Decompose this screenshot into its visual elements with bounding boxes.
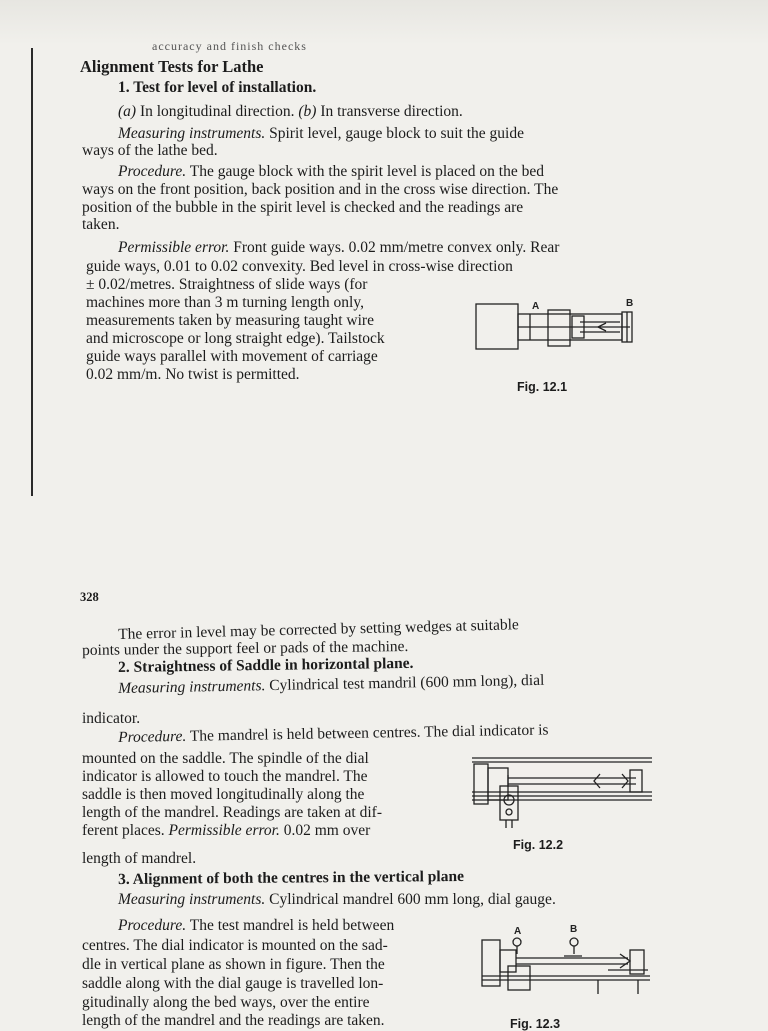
fig-12-3-label-a: A [514, 926, 522, 937]
mi-label: Measuring instruments. [118, 891, 266, 908]
fig-12-1-caption: Fig. 12.1 [517, 380, 568, 394]
proc-label: Procedure. [118, 163, 187, 180]
fig-12-2-saddle-drawing [466, 748, 656, 834]
test1-pe-line8: 0.02 mm/m. No twist is permitted. [86, 366, 300, 383]
top-cut-text: accuracy and finish checks [152, 39, 307, 53]
test2-proc [118, 721, 549, 746]
test1-proc-line3: position of the bubble in the spirit level is checked and the readings are [82, 199, 524, 216]
test1-pe-line2: guide ways, 0.01 to 0.02 convexity. Bed level in cross-wise direction [86, 258, 513, 275]
test3-mi [118, 891, 556, 909]
proc-text: ferent places. [82, 822, 169, 839]
test1-pe-line6: and microscope or long straight edge). Tailstock [86, 330, 385, 347]
dir-b-text: In transverse direction. [316, 103, 463, 120]
pe-label: Permissible error. [118, 239, 230, 256]
test2-proc-line4: saddle is then moved longitudinally along the [82, 786, 365, 803]
section-title: Alignment Tests for Lathe [80, 57, 264, 76]
test3-proc-line5: gitudinally along the bed ways, over the entire [82, 994, 370, 1011]
mi-text: Cylindrical mandrel 600 mm long, dial gauge. [265, 891, 556, 908]
page-top-shadow [0, 0, 768, 45]
test2-mi-line2: indicator. [82, 710, 141, 727]
test1-pe-line3: ± 0.02/metres. Straightness of slide ways (for [86, 276, 368, 293]
mi-label: Measuring instruments. [118, 125, 266, 142]
test1-proc-line4: taken. [82, 216, 120, 233]
test1-pe-line4: machines more than 3 m turning length only, [86, 294, 364, 311]
test1-proc [118, 163, 544, 181]
page-edge-line [31, 48, 33, 496]
fig-12-1-lathe-bed-drawing [470, 292, 650, 364]
dir-b-label: (b) [298, 103, 317, 120]
proc-label: Procedure. [118, 727, 187, 746]
test2-title: 2. Straightness of Saddle in horizontal plane. [118, 654, 414, 676]
test2-proc-line7: length of mandrel. [82, 850, 197, 867]
test2-proc-line5: length of the mandrel. Readings are taken at dif- [82, 804, 382, 821]
fig-12-2-caption: Fig. 12.2 [513, 838, 564, 852]
test1-mi-line2: ways of the lathe bed. [82, 142, 218, 159]
page-number: 328 [80, 590, 99, 604]
test3-proc-line6: length of the mandrel and the readings are taken. [82, 1012, 385, 1029]
pe-text: 0.02 mm over [279, 822, 371, 839]
fig-12-1-label-b: B [626, 298, 634, 309]
fig-12-1-label-a: A [532, 301, 540, 312]
test1-title: 1. Test for level of installation. [118, 79, 317, 96]
test3-proc [118, 917, 394, 935]
dir-a-text: In longitudinal direction. [136, 103, 299, 120]
fig-12-3-caption: Fig. 12.3 [510, 1017, 561, 1031]
test3-proc-line4: saddle along with the dial gauge is travelled lon- [82, 975, 384, 992]
test1-proc-line2: ways on the front position, back position and in the cross wise direction. The [82, 181, 559, 198]
mi-text: Spirit level, gauge block to suit the guide [265, 125, 524, 142]
proc-text: The mandrel is held between centres. The dial indicator is [186, 721, 549, 745]
test1-pe-line7: guide ways parallel with movement of carriage [86, 348, 378, 365]
proc-text: The gauge block with the spirit level is placed on the bed [186, 163, 544, 180]
fig-12-3-label-b: B [570, 924, 578, 935]
proc-label: Procedure. [118, 917, 187, 934]
pe-label: Permissible error. [168, 822, 280, 839]
dir-a-label: (a) [118, 103, 137, 120]
fig-12-3-centres-drawing [478, 920, 654, 1000]
test1-pe-line5: measurements taken by measuring taught wire [86, 312, 374, 329]
test2-mi [118, 672, 544, 698]
test3-proc-line3: dle in vertical plane as shown in figure. Then the [82, 956, 385, 973]
mi-text: Cylindrical test mandril (600 mm long), dial [265, 671, 545, 695]
test1-pe [118, 239, 559, 257]
test3-proc-line2: centres. The dial indicator is mounted on the sad- [82, 937, 388, 954]
intro-line1: The error in level may be corrected by setting wedges at suitable [118, 616, 519, 643]
proc-text: The test mandrel is held between [186, 917, 395, 934]
test2-proc-line2: mounted on the saddle. The spindle of the dial [82, 750, 369, 767]
test2-proc-line6 [82, 822, 370, 840]
pe-text: Front guide ways. 0.02 mm/metre convex only. Rear [229, 239, 560, 256]
intro-line2: points under the support feel or pads of the machine. [82, 638, 409, 659]
test3-title: 3. Alignment of both the centres in the vertical plane [118, 867, 464, 888]
test1-directions [118, 103, 463, 121]
mi-label: Measuring instruments. [118, 677, 266, 697]
test2-proc-line3: indicator is allowed to touch the mandrel. The [82, 768, 368, 785]
test1-mi [118, 125, 524, 143]
